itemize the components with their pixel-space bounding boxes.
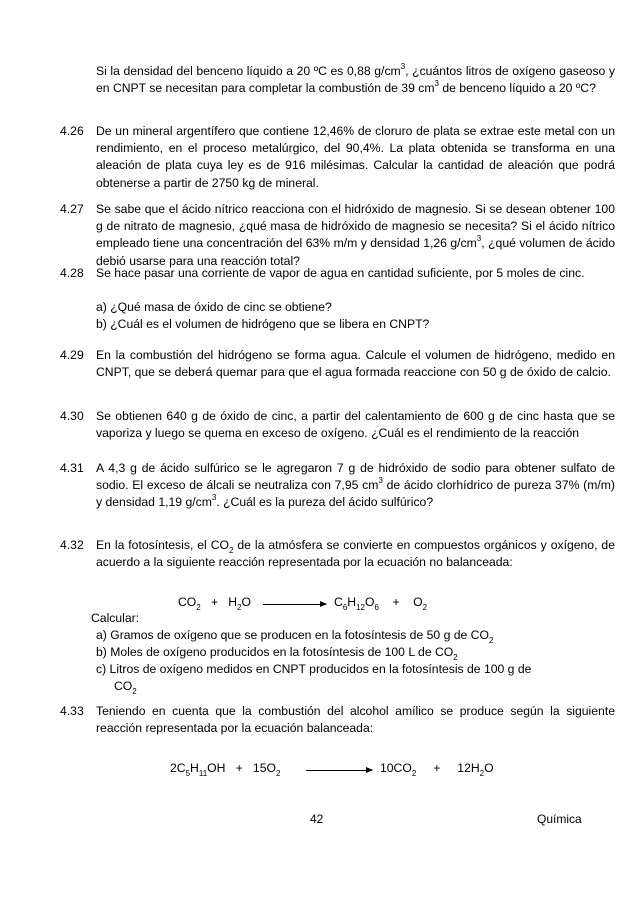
option-text: c) Litros de oxígeno medidos en CNPT producidos en la fotosíntesis de 100 g de — [96, 662, 532, 676]
problem-number: 4.26 — [60, 124, 84, 138]
problem-4-31 — [60, 460, 615, 512]
problem-text-cont: de ácido clorhídrico de pureza 37% (m/m) y densidad 1,19 g/cm — [96, 478, 615, 510]
reaction-arrow-icon — [306, 770, 372, 771]
problem-number: 4.33 — [60, 704, 84, 718]
problem-text: Se hace pasar una corriente de vapor de agua en cantidad suficiente, por 5 moles de cinc. — [96, 266, 585, 280]
plus-sign: + — [433, 761, 441, 775]
problem-number: 4.27 — [60, 202, 84, 216]
formula-part: H — [190, 761, 199, 775]
problem-4-29 — [60, 347, 615, 381]
subscript: 12 — [356, 603, 365, 613]
problem-number: 4.30 — [60, 409, 84, 423]
superscript: 3 — [434, 79, 439, 89]
formula-part: 2C — [170, 761, 186, 775]
problem-4-32-c-cont — [114, 678, 597, 695]
subscript: 2 — [422, 603, 428, 613]
problem-text: Se sabe que el ácido nítrico reacciona con el hidróxido de magnesio. Si se desean obtener 100 g de nitrato de magnesio, ¿qué masa de hidróxido de magnesio se necesita? Si el ácido nítrico empleado tiene una concentración del 63% m/m y densidad 1,26 g/cm — [96, 202, 615, 251]
subscript: 2 — [196, 603, 201, 613]
formula-part: O — [413, 595, 423, 609]
problem-text: En la combustión del hidrógeno se forma agua. Calcule el volumen de hidrógeno, medido en CNPT, que se deberá quemar para que el agua formada reaccione con 50 g de óxido de calcio. — [96, 348, 615, 380]
plus-sign: + — [392, 595, 400, 609]
formula-part: 10CO — [380, 761, 412, 775]
problem-4-28 — [60, 265, 615, 282]
formula-part: OH — [207, 761, 226, 775]
page-number: 42 — [310, 812, 324, 826]
problem-4-32 — [60, 537, 615, 571]
problem-text: En la fotosíntesis, el CO — [96, 538, 229, 552]
subscript: 11 — [198, 769, 208, 779]
formula-part: C — [334, 595, 343, 609]
subscript: 6 — [374, 603, 379, 613]
equation-combustion-products — [380, 760, 494, 777]
reaction-arrow-icon — [263, 604, 326, 605]
subscript: 5 — [185, 769, 191, 779]
intro-text-4: de benceno líquido a 20 ºC? — [442, 81, 596, 96]
problem-number: 4.29 — [60, 348, 84, 362]
problem-number: 4.31 — [60, 461, 84, 475]
problem-4-27 — [60, 201, 615, 270]
superscript: 3 — [400, 61, 406, 71]
superscript: 3 — [378, 476, 383, 486]
formula-part: H — [228, 595, 238, 609]
problem-4-28-b: b) ¿Cuál es el volumen de hidrógeno que se libera en CNPT? — [96, 317, 430, 331]
subscript: 2 — [488, 636, 494, 646]
problem-text: Teniendo en cuenta que la combustión del alcohol amílico se produce según la siguiente reacción representada por la ecuación balanceada: — [96, 704, 615, 736]
problem-text: De un mineral argentífero que contiene 12,46% de cloruro de plata se extrae este metal con un rendimiento, en el proceso metalúrgico, del 90,4%. La plata obtenida se transforma en una aleación de plata cuya ley es de 916 milésimas. Calcular la cantidad de aleación que podrá obtenerse a partir de 2750 kg de mineral. — [96, 124, 615, 190]
formula-part: O — [484, 761, 494, 775]
equation-photosynthesis-products — [334, 594, 427, 611]
formula-part: H — [347, 595, 357, 609]
option-text: a) Gramos de oxígeno que se producen en la fotosíntesis de 50 g de CO — [96, 628, 489, 642]
formula-part: 15O — [252, 761, 276, 775]
subscript: 2 — [132, 687, 137, 697]
subscript: 6 — [342, 603, 348, 613]
subscript: 2 — [275, 769, 281, 779]
plus-sign: + — [210, 595, 219, 609]
subscript: 2 — [229, 546, 234, 556]
equation-combustion — [170, 760, 280, 777]
intro-text-1: Si la densidad del benceno líquido a 20 ºC es 0,88 g/cm — [96, 64, 401, 78]
footer-subject: Química — [537, 812, 582, 826]
intro-paragraph — [60, 63, 615, 97]
problem-number: 4.28 — [60, 266, 84, 280]
problem-text: Se obtienen 640 g de óxido de cinc, a partir del calentamiento de 600 g de cinc hasta que se vaporiza y luego se quema en exceso de oxígeno. ¿Cuál es el rendimiento de la reacción — [96, 409, 615, 441]
option-text: b) Moles de oxígeno producidos en la fotosíntesis de 100 L de CO — [96, 645, 454, 659]
problem-text: A 4,3 g de ácido sulfúrico se le agregaron 7 g de hidróxido de sodio para obtener sulfato de sodio. El exceso de álcali se neutraliza con 7,95 cm — [96, 461, 615, 493]
subscript: 2 — [479, 769, 485, 779]
formula-part: O — [241, 595, 251, 609]
problem-4-32-c — [96, 661, 579, 678]
calcular-label: Calcular: — [91, 611, 140, 625]
problem-4-28-a: a) ¿Qué masa de óxido de cinc se obtiene? — [96, 300, 332, 314]
problem-4-33 — [60, 703, 615, 737]
problem-text-cont: , ¿qué volumen de ácido debió usarse para una reacción total? — [96, 236, 616, 268]
superscript: 3 — [211, 493, 217, 503]
problem-4-26 — [60, 123, 615, 192]
formula-part: CO — [178, 595, 197, 609]
problem-text-cont: . ¿Cuál es la pureza del ácido sulfúrico? — [216, 495, 434, 510]
subscript: 2 — [411, 769, 417, 779]
plus-sign: + — [235, 761, 243, 775]
intro-text-2: , ¿cuántos litros de — [405, 64, 509, 78]
formula-part: 12H — [457, 761, 480, 775]
problem-text-cont: de la atmósfera se convierte en compuestos orgánicos y oxígeno, de acuerdo a la siguiente reacción representada por la ecuación no balanceada: — [96, 538, 615, 570]
problem-4-30 — [60, 408, 615, 442]
equation-photosynthesis — [178, 594, 251, 611]
option-text: CO — [114, 679, 133, 693]
formula-part: O — [364, 595, 375, 609]
subscript: 2 — [237, 603, 242, 613]
problem-4-32-b — [96, 644, 579, 661]
subscript: 2 — [453, 653, 458, 663]
superscript: 3 — [476, 234, 482, 244]
intro-text-3: oxígeno gaseoso y en CNPT se necesitan para completar la combustión de 39 cm — [96, 64, 615, 96]
problem-number: 4.32 — [60, 538, 84, 552]
problem-4-32-a — [96, 627, 579, 644]
